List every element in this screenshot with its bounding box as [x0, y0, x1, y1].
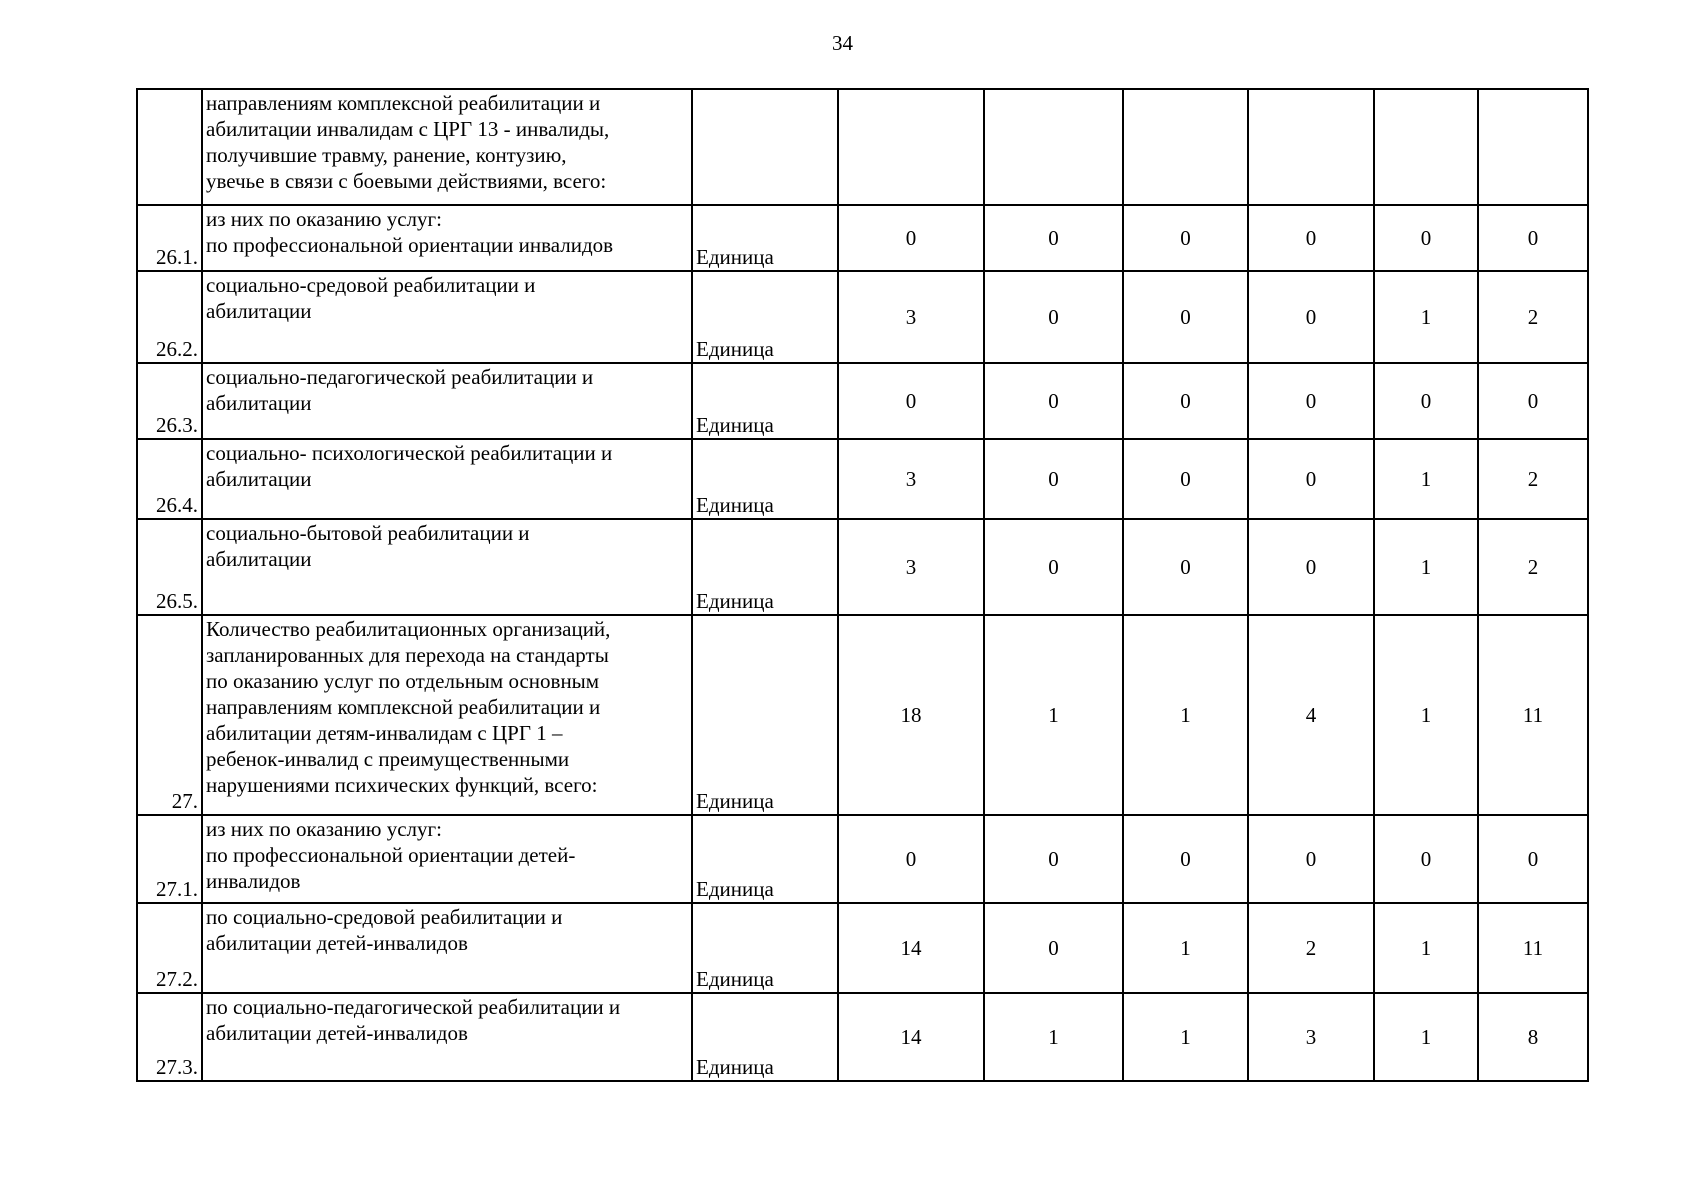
indicator-name: [202, 439, 692, 519]
value-cell: 1: [1374, 519, 1478, 615]
unit-cell: Единица: [692, 271, 838, 363]
table-row: [137, 205, 1588, 271]
value-cell: 0: [838, 815, 984, 903]
indicator-name-line: по социально-средовой реабилитации и: [206, 905, 563, 929]
value-cell: 0: [1248, 439, 1374, 519]
value-cell: 0: [1123, 519, 1248, 615]
row-number: 26.2.: [137, 271, 202, 363]
value-cell: 0: [1123, 439, 1248, 519]
table-row: [137, 89, 1588, 205]
indicator-name-line: абилитации: [206, 467, 312, 491]
unit-cell: Единица: [692, 993, 838, 1081]
value-cell: 0: [1374, 363, 1478, 439]
value-cell: 0: [1248, 271, 1374, 363]
value-cell: 4: [1248, 615, 1374, 815]
table-row: [137, 363, 1588, 439]
value-cell: 0: [984, 439, 1123, 519]
value-cell: 3: [838, 519, 984, 615]
value-cell: 3: [838, 439, 984, 519]
value-cell: 0: [1478, 205, 1588, 271]
value-cell: 2: [1478, 439, 1588, 519]
indicator-name-line: абилитации детей-инвалидов: [206, 1021, 468, 1045]
indicator-name: [202, 205, 692, 271]
indicator-name-line: из них по оказанию услуг:: [206, 207, 442, 231]
value-cell: [1248, 89, 1374, 205]
indicator-name-line: получившие травму, ранение, контузию,: [206, 143, 567, 167]
value-cell: 8: [1478, 993, 1588, 1081]
value-cell: 0: [984, 271, 1123, 363]
indicator-name-line: направлениям комплексной реабилитации и: [206, 695, 601, 719]
indicator-name: [202, 89, 692, 205]
value-cell: 1: [1123, 993, 1248, 1081]
unit-cell: Единица: [692, 815, 838, 903]
indicator-name: [202, 903, 692, 993]
value-cell: 0: [1374, 815, 1478, 903]
value-cell: 0: [1478, 815, 1588, 903]
indicator-name: [202, 519, 692, 615]
indicator-name-line: социально-педагогической реабилитации и: [206, 365, 594, 389]
value-cell: 0: [1123, 363, 1248, 439]
indicator-name-line: направлениям комплексной реабилитации и: [206, 91, 601, 115]
value-cell: [1374, 89, 1478, 205]
indicator-name-line: социально- психологической реабилитации и: [206, 441, 613, 465]
unit-cell: Единица: [692, 903, 838, 993]
row-number: [137, 89, 202, 205]
indicator-name-line: социально-бытовой реабилитации и: [206, 521, 530, 545]
indicator-table: [136, 88, 1589, 1082]
value-cell: 11: [1478, 903, 1588, 993]
indicator-name: [202, 615, 692, 815]
value-cell: 1: [1374, 903, 1478, 993]
unit-cell: Единица: [692, 205, 838, 271]
value-cell: 0: [1248, 815, 1374, 903]
indicator-name: [202, 271, 692, 363]
indicator-name-line: по профессиональной ориентации детей-: [206, 843, 576, 867]
value-cell: 1: [984, 993, 1123, 1081]
table-row: [137, 271, 1588, 363]
indicator-name: [202, 993, 692, 1081]
row-number: 26.3.: [137, 363, 202, 439]
value-cell: [838, 89, 984, 205]
value-cell: 0: [984, 519, 1123, 615]
unit-cell: Единица: [692, 615, 838, 815]
value-cell: 3: [838, 271, 984, 363]
indicator-name-line: по профессиональной ориентации инвалидов: [206, 233, 614, 257]
indicator-name-line: инвалидов: [206, 869, 301, 893]
indicator-name-line: запланированных для перехода на стандарты: [206, 643, 609, 667]
indicator-name: [202, 815, 692, 903]
indicator-name-line: абилитации инвалидам с ЦРГ 13 - инвалиды,: [206, 117, 610, 141]
value-cell: 1: [1374, 439, 1478, 519]
indicator-name-line: социально-средовой реабилитации и: [206, 273, 536, 297]
indicator-name-line: из них по оказанию услуг:: [206, 817, 442, 841]
value-cell: 0: [984, 363, 1123, 439]
value-cell: 0: [1123, 271, 1248, 363]
row-number: 26.1.: [137, 205, 202, 271]
row-number: 27.2.: [137, 903, 202, 993]
indicator-name-line: абилитации детям-инвалидам с ЦРГ 1 –: [206, 721, 563, 745]
table-row: [137, 993, 1588, 1081]
value-cell: 0: [1248, 519, 1374, 615]
value-cell: 0: [984, 815, 1123, 903]
row-number: 26.5.: [137, 519, 202, 615]
value-cell: 11: [1478, 615, 1588, 815]
value-cell: 1: [984, 615, 1123, 815]
value-cell: 18: [838, 615, 984, 815]
row-number: 27.1.: [137, 815, 202, 903]
value-cell: 0: [1248, 363, 1374, 439]
value-cell: [1123, 89, 1248, 205]
indicator-name-line: увечье в связи с боевыми действиями, всего:: [206, 169, 607, 193]
indicator-name: [202, 363, 692, 439]
unit-cell: Единица: [692, 363, 838, 439]
value-cell: 0: [1123, 815, 1248, 903]
table-row: [137, 903, 1588, 993]
value-cell: [1478, 89, 1588, 205]
indicator-name-line: Количество реабилитационных организаций,: [206, 617, 611, 641]
page-number: 34: [832, 31, 853, 55]
value-cell: 0: [984, 903, 1123, 993]
indicator-name-line: абилитации детей-инвалидов: [206, 931, 468, 955]
indicator-name-line: абилитации: [206, 299, 312, 323]
indicator-name-line: нарушениями психических функций, всего:: [206, 773, 598, 797]
value-cell: 0: [1374, 205, 1478, 271]
row-number: 27.: [137, 615, 202, 815]
value-cell: 1: [1374, 993, 1478, 1081]
value-cell: 0: [1123, 205, 1248, 271]
table-row: [137, 519, 1588, 615]
value-cell: 0: [1478, 363, 1588, 439]
indicator-name-line: по социально-педагогической реабилитации и: [206, 995, 621, 1019]
value-cell: 2: [1478, 271, 1588, 363]
table-row: [137, 815, 1588, 903]
value-cell: 14: [838, 903, 984, 993]
value-cell: 0: [838, 363, 984, 439]
value-cell: 1: [1123, 903, 1248, 993]
value-cell: 1: [1374, 615, 1478, 815]
table-row: [137, 439, 1588, 519]
value-cell: 14: [838, 993, 984, 1081]
indicator-name-line: абилитации: [206, 391, 312, 415]
indicator-name-line: абилитации: [206, 547, 312, 571]
value-cell: 1: [1374, 271, 1478, 363]
value-cell: 1: [1123, 615, 1248, 815]
unit-cell: [692, 89, 838, 205]
row-number: 27.3.: [137, 993, 202, 1081]
unit-cell: Единица: [692, 439, 838, 519]
table-row: [137, 615, 1588, 815]
value-cell: 3: [1248, 993, 1374, 1081]
indicator-name-line: ребенок-инвалид с преимущественными: [206, 747, 570, 771]
row-number: 26.4.: [137, 439, 202, 519]
indicator-name-line: по оказанию услуг по отдельным основным: [206, 669, 600, 693]
value-cell: [984, 89, 1123, 205]
value-cell: 0: [838, 205, 984, 271]
unit-cell: Единица: [692, 519, 838, 615]
value-cell: 2: [1248, 903, 1374, 993]
value-cell: 2: [1478, 519, 1588, 615]
value-cell: 0: [984, 205, 1123, 271]
value-cell: 0: [1248, 205, 1374, 271]
